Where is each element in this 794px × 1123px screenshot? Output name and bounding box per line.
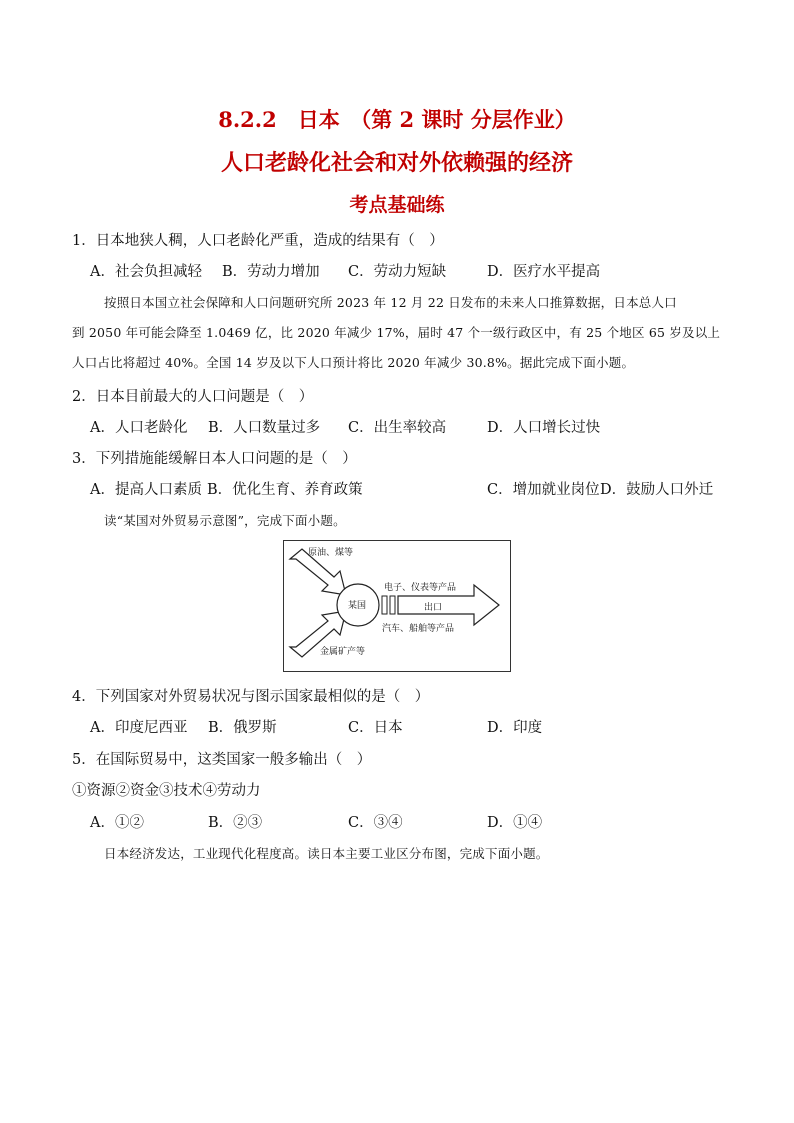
- q5-option-d: D．①④: [487, 815, 543, 831]
- export-bottom-label: 汽车、船舶等产品: [382, 624, 455, 634]
- q2-option-b: B．人口数量过多: [208, 420, 321, 436]
- question-2-stem: 2．日本目前最大的人口问题是（ ）: [72, 389, 314, 405]
- q4-option-a: A．印度尼西亚: [90, 720, 188, 736]
- import-top-label: 原油、煤等: [308, 548, 354, 558]
- q1-option-b: B．劳动力增加: [222, 264, 320, 280]
- trade-diagram: [283, 540, 511, 672]
- question-3-stem: 3．下列措施能缓解日本人口问题的是（ ）: [72, 451, 357, 467]
- passage-1-line-3: 人口占比将超过 40%。全国 14 岁及以下人口预计将比 2020 年减少 30.8%。据此完成下面小题。: [72, 355, 635, 370]
- q5-option-a: A．①②: [90, 815, 144, 831]
- q1-option-d: D．医疗水平提高: [487, 264, 601, 280]
- doc-subtitle: 人口老龄化社会和对外依赖强的经济: [220, 150, 573, 176]
- export-top-label: 电子、仪表等产品: [384, 583, 457, 593]
- q5-option-c: C．③④: [348, 815, 403, 831]
- question-4-stem: 4．下列国家对外贸易状况与图示国家最相似的是（ ）: [72, 689, 430, 705]
- q4-option-b: B．俄罗斯: [208, 720, 277, 736]
- passage-3: 日本经济发达，工业现代化程度高。读日本主要工业区分布图，完成下面小题。: [104, 846, 549, 861]
- q1-option-c: C．劳动力短缺: [348, 264, 447, 280]
- question-5-items: ①资源②资金③技术④劳动力: [72, 783, 261, 799]
- q2-option-c: C．出生率较高: [348, 420, 447, 436]
- q3-option-c: C．增加就业岗位: [487, 482, 600, 498]
- trade-diagram-svg: [284, 541, 510, 671]
- q3-option-b: B．优化生育、养育政策: [207, 482, 363, 498]
- q4-option-c: C．日本: [348, 720, 403, 736]
- doc-title: 8.2.2 日本 （第 2 课时 分层作业）: [218, 107, 576, 132]
- q3-option-a: A．提高人口素质: [90, 482, 202, 498]
- import-bottom-label: 金属矿产等: [320, 647, 366, 657]
- export-label: 出口: [424, 603, 443, 613]
- q2-option-d: D．人口增长过快: [487, 420, 601, 436]
- question-1-stem: 1．日本地狭人稠，人口老龄化严重，造成的结果有（ ）: [72, 233, 444, 249]
- passage-1-line-2: 到 2050 年可能会降至 1.0469 亿，比 2020 年减少 17%，届时 47 个一级行政区中，有 25 个地区 65 岁及以上: [72, 325, 721, 340]
- passage-2: 读“某国对外贸易示意图”，完成下面小题。: [104, 513, 346, 528]
- question-5-stem: 5．在国际贸易中，这类国家一般多输出（ ）: [72, 752, 372, 768]
- passage-1-line-1: 按照日本国立社会保障和人口问题研究所 2023 年 12 月 22 日发布的未来人口推算数据，日本总人口: [104, 295, 677, 310]
- q2-option-a: A．人口老龄化: [90, 420, 188, 436]
- export-bar-2: [390, 596, 395, 614]
- q1-option-a: A．社会负担减轻: [90, 264, 202, 280]
- q5-option-b: B．②③: [208, 815, 263, 831]
- q3-option-d: D．鼓励人口外迁: [600, 482, 714, 498]
- section-heading: 考点基础练: [349, 194, 445, 216]
- q4-option-d: D．印度: [487, 720, 543, 736]
- country-label: 某国: [348, 601, 367, 611]
- export-bar-1: [382, 596, 387, 614]
